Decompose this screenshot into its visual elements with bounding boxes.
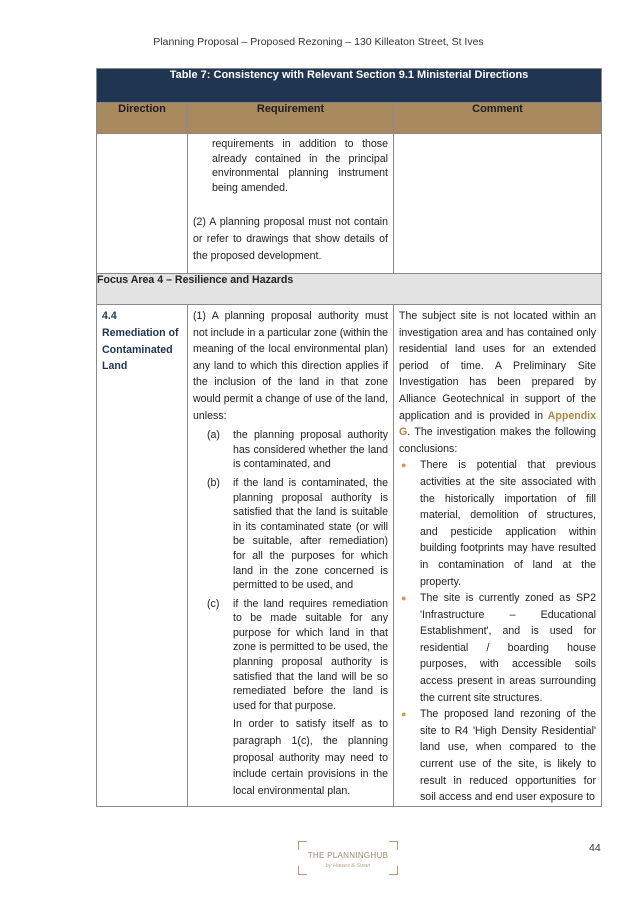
- ministerial-directions-table: [96, 68, 602, 807]
- comment-bullet-list: [399, 457, 596, 805]
- bullet-text: The site is currently zoned as SP2 'Infrastructure – Educational Establishment', and is used for residential / boarding house purposes, with accessible soils access present in areas surrounding the current site structures.: [420, 592, 596, 704]
- requirement-item-b: [193, 476, 388, 593]
- bullet-icon: ●: [401, 593, 407, 604]
- item-letter: (a): [207, 429, 220, 442]
- requirement-cell-continued: [188, 134, 394, 274]
- table-row: [97, 305, 602, 807]
- bullet-text: There is potential that previous activities at the site associated with the historically importation of fill material, demolition of structures, and pesticide application within building footprints may have resulted in contamination of land at the property.: [420, 459, 596, 588]
- list-item: [399, 706, 596, 806]
- column-header-comment: Comment: [394, 103, 602, 134]
- focus-area-row: [97, 274, 602, 305]
- bullet-icon: ●: [401, 709, 407, 720]
- table-row: [97, 134, 602, 274]
- direction-cell: [97, 305, 188, 807]
- item-text: if the land requires remediation to be made suitable for any purpose for which land in that zone is permitted to be used, the planning proposal authority is satisfied that the land will be so remediated before the land is used for that purpose.: [233, 597, 388, 712]
- requirement-item-a: [193, 428, 388, 472]
- comment-cell-empty: [394, 134, 602, 274]
- requirement-intro: (1) A planning proposal authority must not include in a particular zone (within the meaning of the local environmental plan) any land to which this direction applies if the inclusion of the land in that zone would permit a change of use of the land, unless:: [193, 310, 388, 422]
- item-text: if the land is contaminated, the planning proposal authority is satisfied that the land is suitable in its contaminated state (or will be suitable, after remediation) for all the purposes for which land in the zone concerned is permitted to be used, and: [233, 476, 388, 592]
- bullet-icon: ●: [401, 460, 407, 471]
- requirement-continued-text: requirements in addition to those already contained in the principal environmental planning instrument being amended.: [212, 138, 388, 194]
- item-letter: (b): [207, 476, 220, 489]
- page-header: Planning Proposal – Proposed Rezoning – 130 Killeaton Street, St Ives: [153, 36, 484, 48]
- comment-cell: [394, 305, 602, 807]
- comment-intro-text: The subject site is not located within an investigation area and has contained only residential land uses for an extended period of time. A Preliminary Site Investigation has been prepared by Alliance Geotechnical in support of the application and is provided in: [399, 310, 596, 422]
- planninghub-logo: [298, 841, 398, 875]
- column-header-requirement: Requirement: [188, 103, 394, 134]
- list-item: [399, 457, 596, 590]
- item-letter: (c): [207, 597, 220, 610]
- item-text: the planning proposal authority has considered whether the land is contaminated, and: [233, 429, 388, 471]
- list-item: [399, 590, 596, 706]
- direction-name: Remediation of Contaminated Land: [102, 326, 179, 373]
- direction-cell-empty: [97, 134, 188, 274]
- requirement-tail: In order to satisfy itself as to paragraph 1(c), the planning proposal authority may need to include certain provisions in the local environmental plan.: [233, 718, 388, 797]
- page-number: 44: [589, 842, 601, 854]
- comment-intro: [399, 308, 596, 457]
- requirement-cell: [188, 305, 394, 807]
- focus-area-heading: Focus Area 4 – Resilience and Hazards: [97, 274, 602, 305]
- requirement-clause-2: (2) A planning proposal must not contain or refer to drawings that show details of the proposed development.: [193, 216, 388, 262]
- appendix-link[interactable]: Appendix G: [399, 409, 596, 439]
- column-header-direction: Direction: [97, 103, 188, 134]
- table-title: Table 7: Consistency with Relevant Section 9.1 Ministerial Directions: [97, 69, 602, 103]
- requirement-item-c: [193, 597, 388, 714]
- logo-text: THE PLANNINGHUB: [307, 851, 389, 860]
- bullet-text: The proposed land rezoning of the site to R4 'High Density Residential' land use, when compared to the current use of the site, is likely to result in reduced opportunities for soil access and end user exposure to: [420, 708, 596, 804]
- comment-intro-text-end: . The investigation makes the following conclusions:: [399, 426, 596, 455]
- direction-number: 4.4: [102, 310, 117, 322]
- logo-tagline: by Hawes & Swan: [325, 863, 371, 869]
